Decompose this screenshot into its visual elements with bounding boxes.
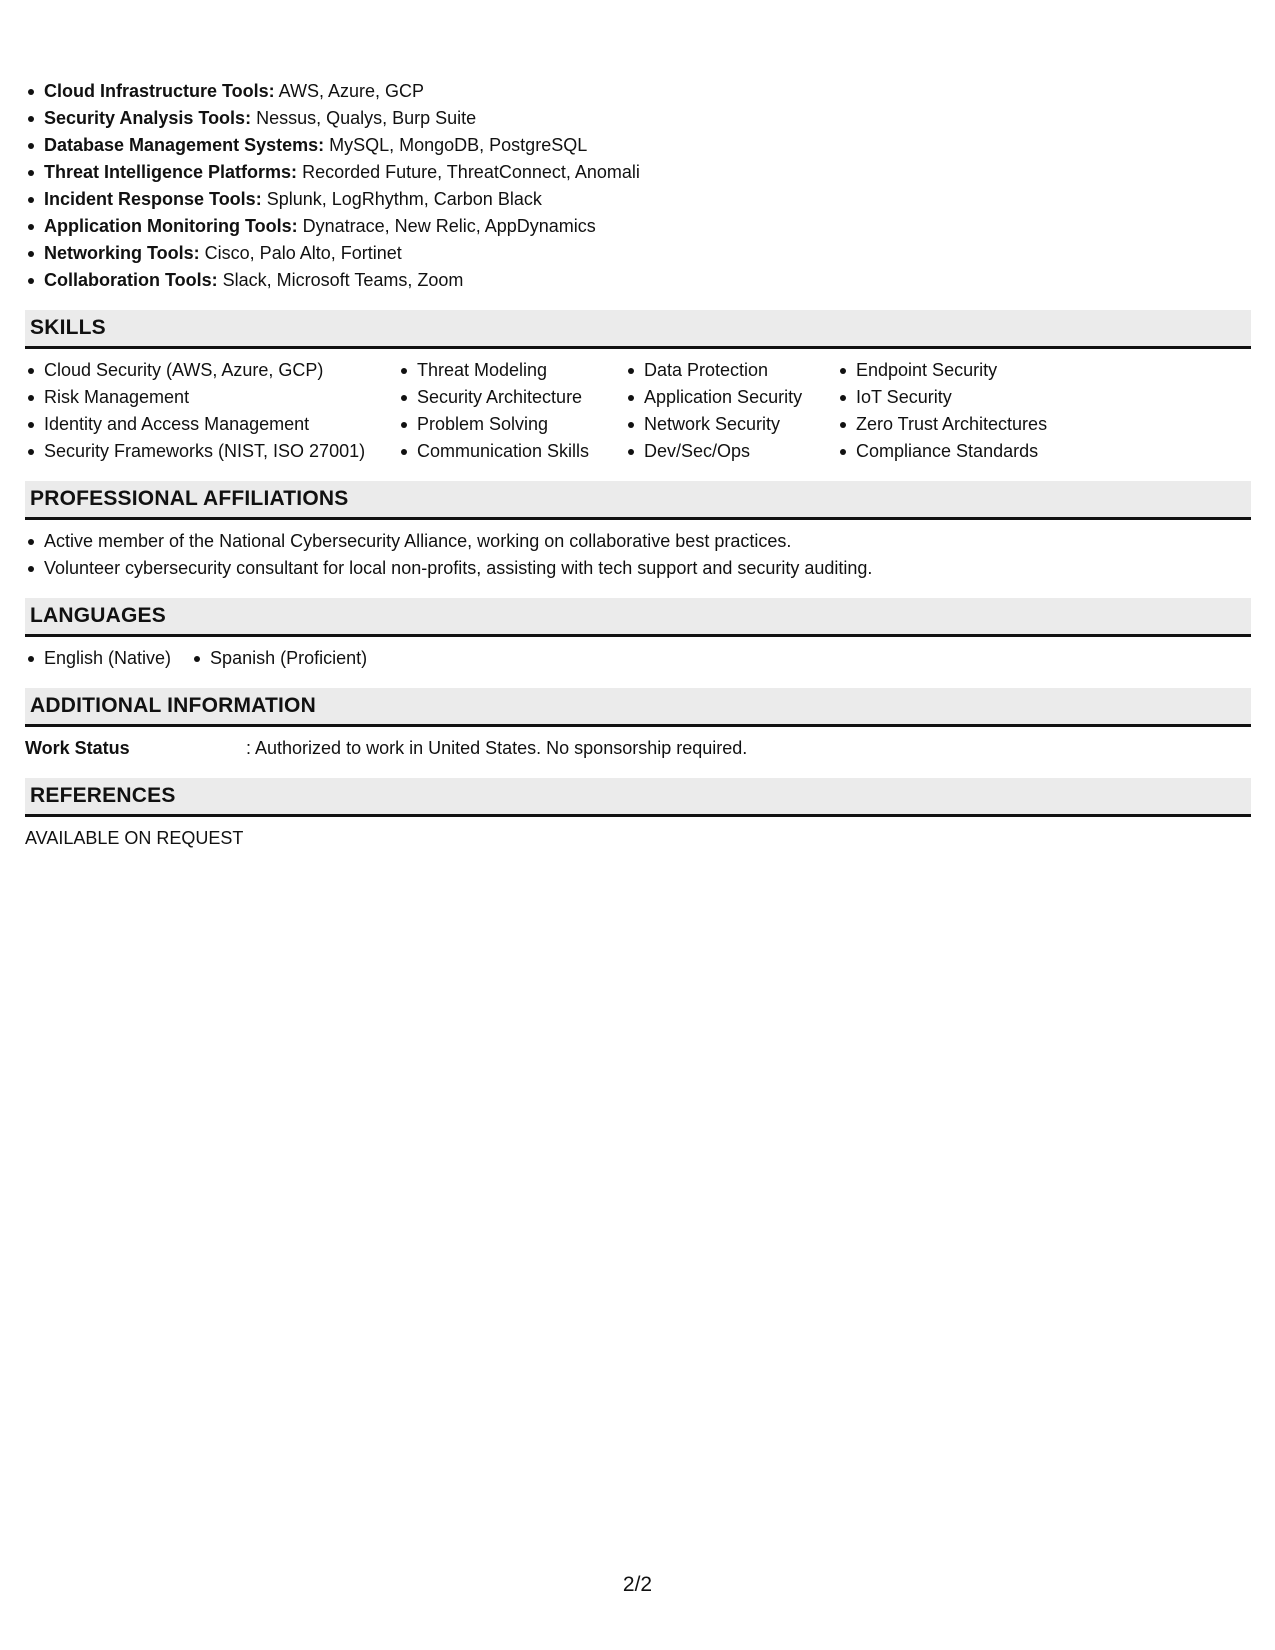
- skill-item: IoT Security: [837, 384, 1137, 411]
- tool-label: Threat Intelligence Platforms:: [44, 162, 298, 182]
- tool-value: MySQL, MongoDB, PostgreSQL: [324, 135, 588, 155]
- skills-column: [25, 357, 398, 465]
- skills-column: [837, 357, 1137, 465]
- skill-item: Problem Solving: [398, 411, 625, 438]
- tool-label: Incident Response Tools:: [44, 189, 262, 209]
- skill-item: Network Security: [625, 411, 837, 438]
- skill-item: Security Frameworks (NIST, ISO 27001): [25, 438, 398, 465]
- skill-item: Threat Modeling: [398, 357, 625, 384]
- tool-item-networking: [25, 240, 1251, 267]
- affiliation-item: Volunteer cybersecurity consultant for local non-profits, assisting with tech support and security auditing.: [25, 555, 1251, 582]
- affiliations-section-header: [25, 481, 1251, 520]
- affiliations-list: [25, 528, 1251, 582]
- section-title: SKILLS: [30, 316, 106, 339]
- work-status-row: [25, 735, 1251, 762]
- tools-list: [25, 78, 1251, 294]
- skill-item: Security Architecture: [398, 384, 625, 411]
- language-item: English (Native): [25, 645, 171, 672]
- tool-value: Nessus, Qualys, Burp Suite: [251, 108, 477, 128]
- language-item: Spanish (Proficient): [191, 645, 367, 672]
- tool-label: Application Monitoring Tools:: [44, 216, 298, 236]
- tool-item-cloud-infrastructure: [25, 78, 1251, 105]
- skills-section-header: [25, 310, 1251, 349]
- tool-value: Dynatrace, New Relic, AppDynamics: [297, 216, 596, 236]
- skills-grid: [25, 357, 1251, 465]
- skill-item: Endpoint Security: [837, 357, 1137, 384]
- tool-item-database-management: [25, 132, 1251, 159]
- section-title: PROFESSIONAL AFFILIATIONS: [30, 487, 349, 510]
- tool-value: Slack, Microsoft Teams, Zoom: [217, 270, 464, 290]
- languages-list: [25, 645, 1251, 672]
- tool-label: Cloud Infrastructure Tools:: [44, 81, 275, 101]
- tool-label: Security Analysis Tools:: [44, 108, 252, 128]
- references-text: AVAILABLE ON REQUEST: [25, 828, 244, 848]
- skill-item: Data Protection: [625, 357, 837, 384]
- skill-item: Identity and Access Management: [25, 411, 398, 438]
- section-title: LANGUAGES: [30, 604, 166, 627]
- skill-item: Zero Trust Architectures: [837, 411, 1137, 438]
- tool-value: Cisco, Palo Alto, Fortinet: [199, 243, 402, 263]
- skill-item: Compliance Standards: [837, 438, 1137, 465]
- work-status-label: Work Status: [25, 738, 130, 758]
- tool-label: Collaboration Tools:: [44, 270, 218, 290]
- tool-item-collaboration: [25, 267, 1251, 294]
- tool-item-application-monitoring: [25, 213, 1251, 240]
- additional-info-section-header: [25, 688, 1251, 727]
- resume-page-2: [25, 78, 1251, 852]
- work-status-value: : Authorized to work in United States. No sponsorship required.: [246, 738, 748, 758]
- skill-item: Cloud Security (AWS, Azure, GCP): [25, 357, 398, 384]
- tool-label: Database Management Systems:: [44, 135, 325, 155]
- tool-label: Networking Tools:: [44, 243, 200, 263]
- page-number: 2/2: [622, 1573, 653, 1596]
- skills-column: [398, 357, 625, 465]
- languages-section-header: [25, 598, 1251, 637]
- skills-column: [625, 357, 837, 465]
- section-title: REFERENCES: [30, 784, 176, 807]
- references-section-header: [25, 778, 1251, 817]
- tool-item-incident-response: [25, 186, 1251, 213]
- tool-item-threat-intelligence: [25, 159, 1251, 186]
- skill-item: Risk Management: [25, 384, 398, 411]
- skill-item: Communication Skills: [398, 438, 625, 465]
- skill-item: Dev/Sec/Ops: [625, 438, 837, 465]
- tool-item-security-analysis: [25, 105, 1251, 132]
- tool-value: Recorded Future, ThreatConnect, Anomali: [297, 162, 640, 182]
- tool-value: AWS, Azure, GCP: [274, 81, 425, 101]
- affiliation-item: Active member of the National Cybersecurity Alliance, working on collaborative best practices.: [25, 528, 1251, 555]
- section-title: ADDITIONAL INFORMATION: [30, 694, 316, 717]
- tool-value: Splunk, LogRhythm, Carbon Black: [261, 189, 542, 209]
- skill-item: Application Security: [625, 384, 837, 411]
